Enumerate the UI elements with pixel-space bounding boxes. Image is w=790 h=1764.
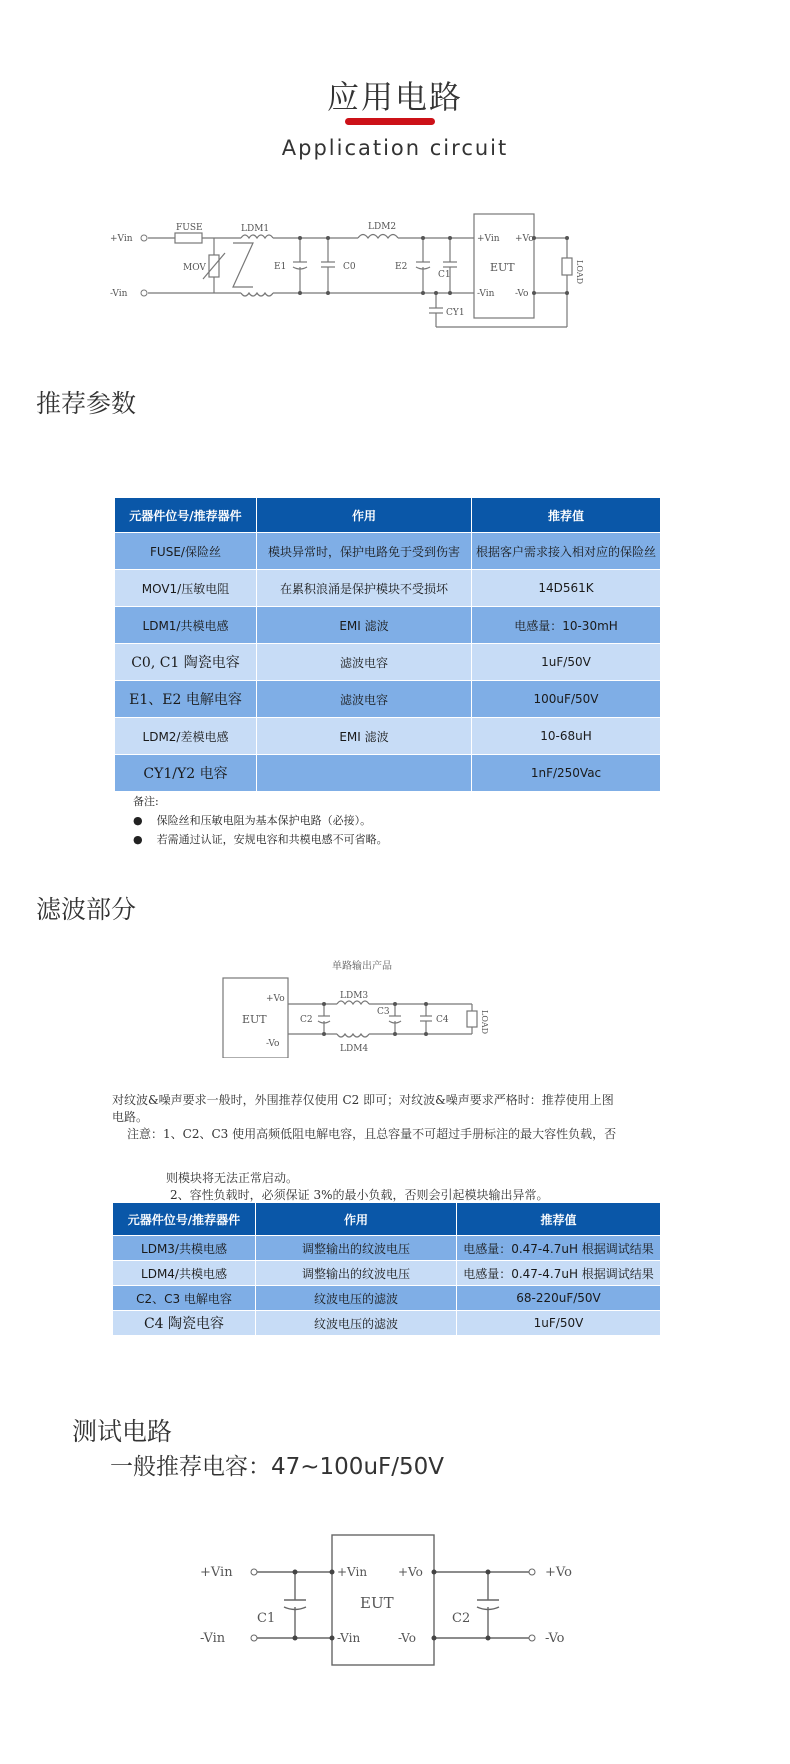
column-header: 推荐值: [457, 1203, 661, 1236]
table-row: [113, 1261, 661, 1286]
cy1-label: CY1: [446, 308, 465, 318]
e2-label: E2: [395, 262, 408, 272]
table-row: [115, 681, 661, 718]
c3-label: C3: [377, 1007, 390, 1017]
note-item: 保险丝和压敏电阻为基本保护电路（必接）。: [156, 814, 372, 827]
column-header: 作用: [256, 1203, 457, 1236]
test-eut-vo-minus-label: -Vo: [398, 1631, 416, 1645]
filter-text-line: 电路。: [112, 1110, 149, 1124]
table-cell: LDM4/共模电感: [113, 1261, 256, 1286]
filter-vo-minus-label: -Vo: [266, 1039, 280, 1049]
test-eut-label: EUT: [360, 1594, 394, 1612]
filter-vo-plus-label: +Vo: [266, 994, 285, 1004]
filter-circuit-diagram: [220, 958, 520, 1058]
filter-text-line: 则模块将无法正常启动。: [166, 1171, 299, 1185]
ldm1-label: LDM1: [241, 224, 270, 234]
table-cell: LDM3/共模电感: [113, 1236, 256, 1261]
vin-plus-label: +Vin: [110, 234, 133, 244]
table-cell: FUSE/保险丝: [115, 533, 257, 570]
table-cell: 68-220uF/50V: [457, 1286, 661, 1311]
table-cell: 滤波电容: [257, 681, 472, 718]
table-cell: LDM1/共模电感: [115, 607, 257, 644]
table-cell: LDM2/差模电感: [115, 718, 257, 755]
recommended-params-table: [114, 497, 661, 792]
table-cell: 调整输出的纹波电压: [256, 1261, 457, 1286]
table-row: [115, 607, 661, 644]
test-c2-label: C2: [452, 1611, 471, 1626]
table-row: [113, 1286, 661, 1311]
table-cell: 1nF/250Vac: [472, 755, 661, 792]
table-cell: 在累积浪涌是保护模块不受损坏: [257, 570, 472, 607]
table-row: [115, 644, 661, 681]
table-cell: 调整输出的纹波电压: [256, 1236, 457, 1261]
filter-text-line: 2、容性负载时，必须保证 3%的最小负载，否则会引起模块输出异常。: [170, 1188, 549, 1202]
filter-notes: [166, 1170, 686, 1204]
ldm4-label: LDM4: [340, 1044, 369, 1054]
filter-text-line: 注意：1、C2、C3 使用高频低阻电解电容，且总容量不可超过手册标注的最大容性负载，否: [127, 1127, 617, 1141]
table-cell: C0, C1 陶瓷电容: [115, 644, 257, 681]
eut-vin-plus-label: +Vin: [477, 234, 500, 244]
table-cell: 滤波电容: [257, 644, 472, 681]
table-cell: 模块异常时，保护电路免于受到伤害: [257, 533, 472, 570]
table-cell: 根据客户需求接入相对应的保险丝: [472, 533, 661, 570]
notes-title: 备注:: [133, 795, 159, 808]
table-cell: C4 陶瓷电容: [113, 1311, 256, 1336]
filter-circuit-caption: 单路输出产品: [332, 961, 392, 972]
section-title-test-circuit: 测试电路: [72, 1417, 173, 1446]
ldm2-label: LDM2: [368, 222, 397, 232]
mov-label: MOV: [183, 263, 206, 273]
table-cell: [257, 755, 472, 792]
ldm3-label: LDM3: [340, 991, 369, 1001]
table-cell: MOV1/压敏电阻: [115, 570, 257, 607]
test-eut-vin-minus-label: -Vin: [337, 1631, 361, 1645]
c2-label: C2: [300, 1015, 313, 1025]
column-header: 元器件位号/推荐器件: [113, 1203, 256, 1236]
table-row: [115, 570, 661, 607]
filter-eut-label: EUT: [242, 1013, 267, 1026]
table-row: [115, 533, 661, 570]
table-cell: 14D561K: [472, 570, 661, 607]
table-row: [113, 1311, 661, 1336]
test-eut-vo-plus-label: +Vo: [398, 1565, 423, 1579]
table-cell: CY1/Y2 电容: [115, 755, 257, 792]
table-cell: EMI 滤波: [257, 607, 472, 644]
fuse-label: FUSE: [176, 223, 203, 233]
table-cell: 纹波电压的滤波: [256, 1311, 457, 1336]
table-cell: 1uF/50V: [457, 1311, 661, 1336]
table-header-row: [113, 1203, 661, 1236]
filter-description: [112, 1092, 712, 1143]
section-title-recommended-params: 推荐参数: [36, 389, 137, 418]
filter-load-label: LOAD: [480, 1010, 489, 1035]
table-header-row: [115, 498, 661, 533]
column-header: 推荐值: [472, 498, 661, 533]
note-item: 若需通过认证，安规电容和共模电感不可省略。: [156, 833, 388, 846]
table-cell: C2、C3 电解电容: [113, 1286, 256, 1311]
section-title-filter: 滤波部分: [36, 895, 137, 924]
bullet-icon: ●: [133, 833, 157, 846]
table-cell: 纹波电压的滤波: [256, 1286, 457, 1311]
c1-label: C1: [438, 270, 451, 280]
page-title: 应用电路: [326, 78, 463, 116]
table-cell: E1、E2 电解电容: [115, 681, 257, 718]
e1-label: E1: [274, 262, 287, 272]
table-cell: EMI 滤波: [257, 718, 472, 755]
table-row: [115, 755, 661, 792]
table-cell: 10-68uH: [472, 718, 661, 755]
eut-vo-plus-label: +Vo: [515, 234, 534, 244]
test-circuit-diagram: [195, 1530, 615, 1675]
eut-vo-minus-label: -Vo: [515, 289, 529, 299]
page-subtitle: Application circuit: [281, 136, 509, 160]
bullet-icon: ●: [133, 814, 157, 827]
vin-minus-label: -Vin: [110, 289, 128, 299]
c0-label: C0: [343, 262, 356, 272]
test-vo-minus-label: -Vo: [545, 1631, 565, 1646]
table-cell: 电感量：0.47-4.7uH 根据调试结果: [457, 1236, 661, 1261]
table-row: [113, 1236, 661, 1261]
test-circuit-recommendation: 一般推荐电容：47~100uF/50V: [110, 1454, 444, 1480]
filter-params-table: [112, 1202, 661, 1336]
table-cell: 电感量：0.47-4.7uH 根据调试结果: [457, 1261, 661, 1286]
table-cell: 100uF/50V: [472, 681, 661, 718]
test-vin-minus-label: -Vin: [200, 1631, 226, 1646]
filter-text-line: 对纹波&噪声要求一般时，外围推荐仅使用 C2 即可；对纹波&噪声要求严格时：推荐使用上图: [112, 1093, 614, 1107]
column-header: 元器件位号/推荐器件: [115, 498, 257, 533]
test-vin-plus-label: +Vin: [200, 1565, 233, 1580]
column-header: 作用: [257, 498, 472, 533]
table-row: [115, 718, 661, 755]
eut-vin-minus-label: -Vin: [477, 289, 495, 299]
load-label: LOAD: [575, 260, 584, 285]
eut-label: EUT: [490, 261, 515, 274]
c4-label: C4: [436, 1015, 449, 1025]
title-underline: [345, 118, 435, 125]
test-vo-plus-label: +Vo: [545, 1565, 572, 1580]
test-eut-vin-plus-label: +Vin: [337, 1565, 368, 1579]
table-cell: 电感量：10-30mH: [472, 607, 661, 644]
test-c1-label: C1: [257, 1611, 276, 1626]
table-cell: 1uF/50V: [472, 644, 661, 681]
notes-block: [133, 792, 388, 849]
application-circuit-diagram: [100, 205, 620, 335]
